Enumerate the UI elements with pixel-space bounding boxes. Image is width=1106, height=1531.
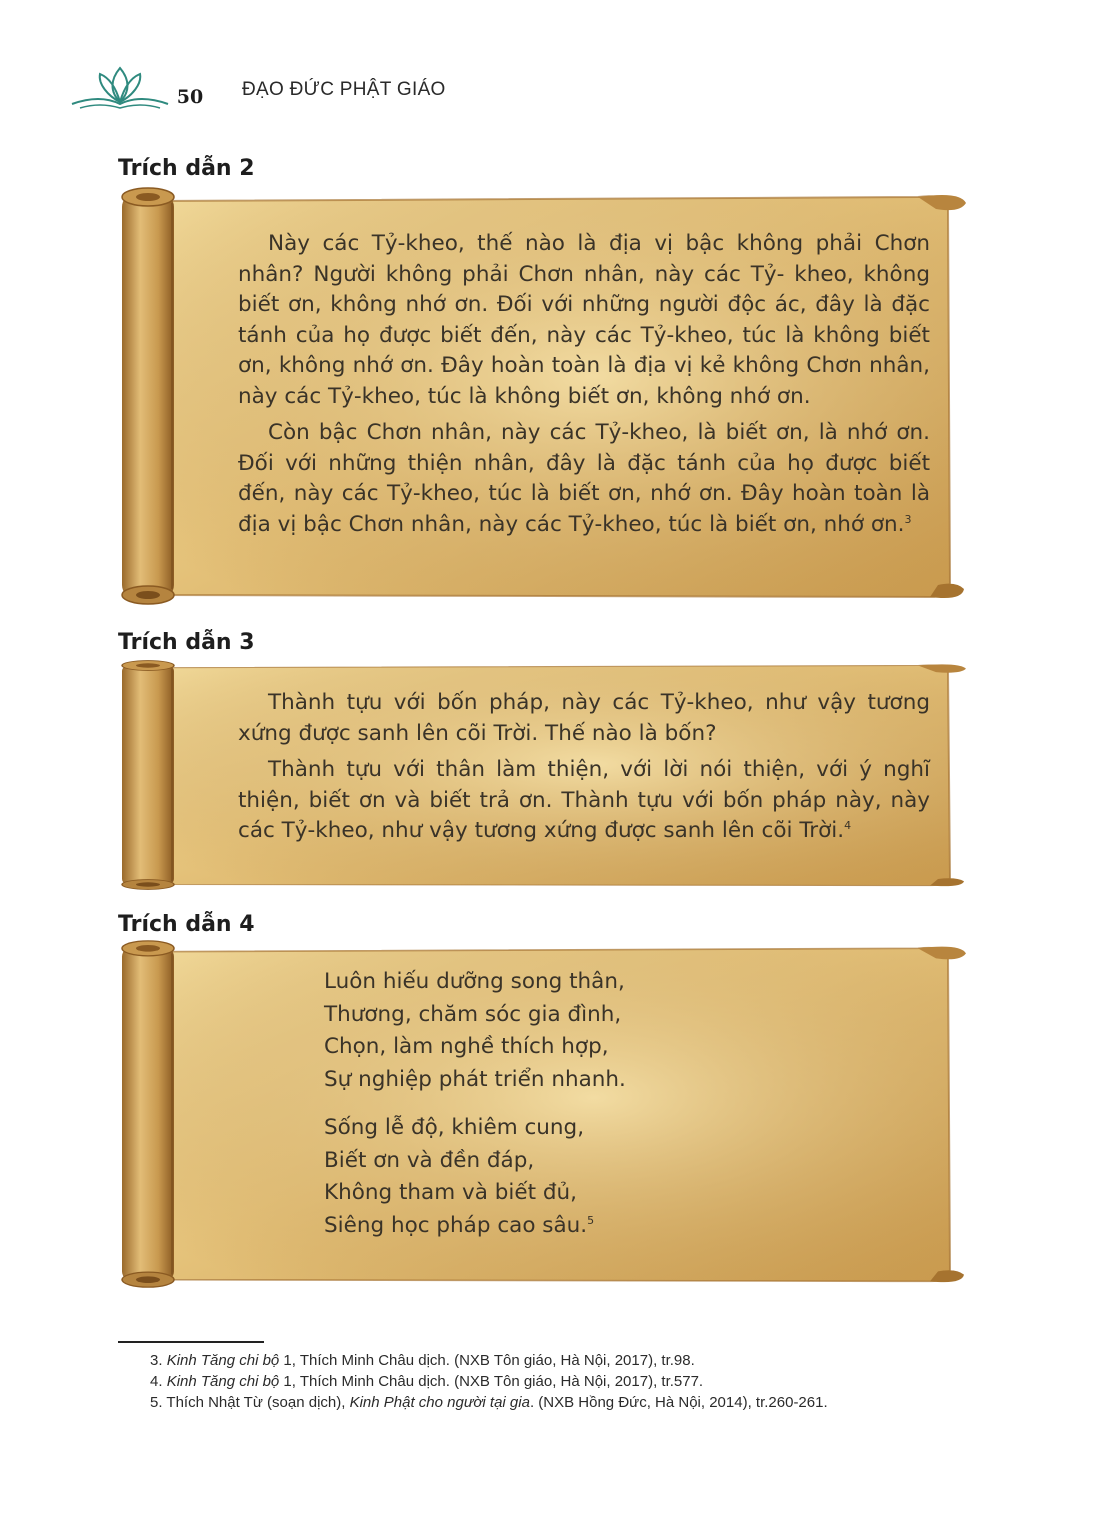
poem-line: Siêng học pháp cao sâu.$^5$ [324,1212,595,1238]
poem-line: Sống lễ độ, khiêm cung, [324,1115,585,1140]
footnote: 4. Kinh Tăng chi bộ 1, Thích Minh Châu dịch. (NXB Tôn giáo, Hà Nội, 2017), tr.577. [150,1373,704,1390]
poem [324,966,626,1258]
quote-text [238,229,930,546]
parchment-scroll [118,940,980,1288]
quote-paragraph: Thành tựu với bốn pháp, này các Tỷ-kheo, như vậy tương xứng được sanh lên cõi Trời. Thế nào là bốn? [238,690,930,746]
poem-line: Không tham và biết đủ, [324,1180,577,1205]
section-heading: Trích dẫn 4 [118,912,255,937]
poem-line: Thương, chăm sóc gia đình, [324,1001,622,1027]
section-heading: Trích dẫn 2 [118,156,255,181]
parchment-scroll [118,187,980,605]
parchment-scroll [118,660,980,890]
footnote-divider [118,1341,264,1343]
footnote: 5. Thích Nhật Từ (soạn dịch), Kinh Phật cho người tại gia. (NXB Hồng Đức, Hà Nội, 2014), tr.260-261. [150,1394,828,1411]
quote-paragraph: Này các Tỷ-kheo, thế nào là địa vị bậc không phải Chơn nhân? Người không phải Chơn nhân, này các Tỷ- kheo, không biết ơn, không nhớ ơn. Đối với những người độc ác, đây là đặc tánh của họ được biết đến, này các Tỷ-kheo, túc là không biết ơn, không nhớ ơn. Đây hoàn toàn là địa vị kẻ không Chơn nhân, này các Tỷ-kheo, túc là không biết ơn, không nhớ ơn. [238,231,930,409]
poem-line: Sự nghiệp phát triển nhanh. [324,1066,626,1092]
book-title: ĐẠO ĐỨC PHẬT GIÁO [242,79,446,100]
page-number: 50 [176,86,204,108]
quote-text [238,688,930,853]
lotus-icon [70,62,170,112]
quote-paragraph: Còn bậc Chơn nhân, này các Tỷ-kheo, là biết ơn, là nhớ ơn. Đối với những thiện nhân, đây là đặc tánh của họ được biết đến, này các Tỷ-kheo, túc là biết ơn, nhớ ơn. Đây hoàn toàn là địa vị bậc Chơn nhân, này các Tỷ-kheo, túc là biết ơn, nhớ ơn.$^3$ [238,420,930,537]
footnote-ref: 5 [587,1213,595,1227]
quote-paragraph: Thành tựu với thân làm thiện, với lời nói thiện, với ý nghĩ thiện, biết ơn và biết trả ơn. Thành tựu với bốn pháp này, này các Tỷ-kheo, như vậy tương xứng được sanh lên cõi Trời.$^4$ [238,757,930,843]
poem-line: Biết ơn và đền đáp, [324,1147,535,1173]
poem-line: Chọn, làm nghề thích hợp, [324,1034,609,1059]
footnote: 3. Kinh Tăng chi bộ 1, Thích Minh Châu dịch. (NXB Tôn giáo, Hà Nội, 2017), tr.98. [150,1352,695,1369]
page-header [70,62,490,122]
section-heading: Trích dẫn 3 [118,630,255,655]
poem-stanza [324,1112,626,1242]
footnotes [118,1350,993,1413]
poem-stanza [324,966,626,1096]
poem-line: Luôn hiếu dưỡng song thân, [324,969,625,994]
footnote-ref: 3 [904,512,912,526]
footnote-ref: 4 [844,818,852,832]
